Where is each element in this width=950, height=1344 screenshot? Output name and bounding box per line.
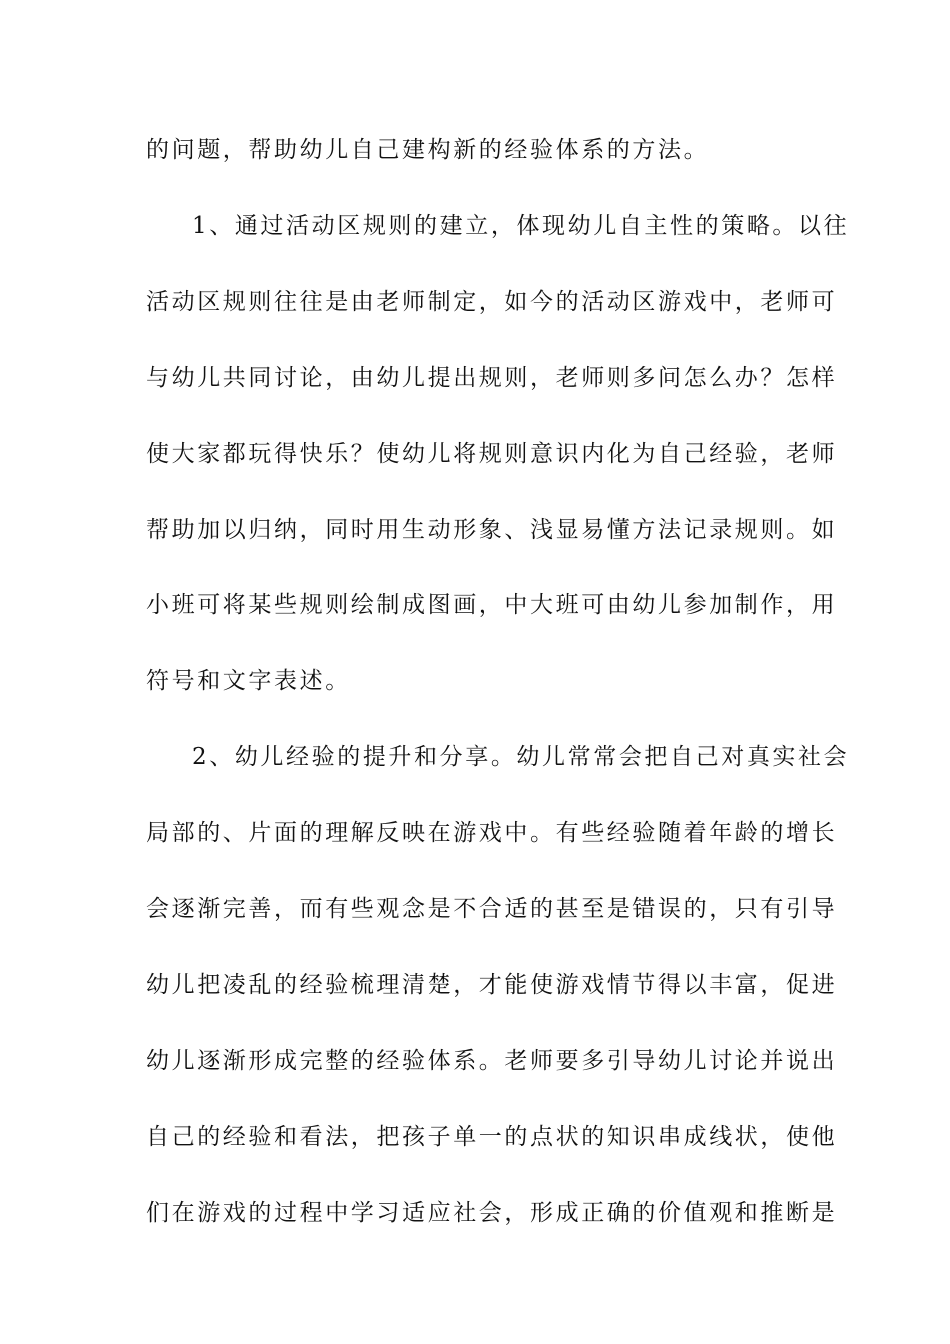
text-line: 幼儿把凌乱的经验梳理清楚，才能使游戏情节得以丰富，促进 (146, 972, 838, 998)
text-line: 2、幼儿经验的提升和分享。幼儿常常会把自己对真实社会 (192, 744, 850, 770)
text-line: 的问题，帮助幼儿自己建构新的经验体系的方法。 (146, 137, 710, 163)
text-line: 自己的经验和看法，把孩子单一的点状的知识串成线状，使他 (146, 1124, 838, 1150)
text-line: 与幼儿共同讨论，由幼儿提出规则，老师则多问怎么办？怎样 (146, 365, 838, 391)
text-line: 小班可将某些规则绘制成图画，中大班可由幼儿参加制作，用 (146, 592, 838, 618)
text-line: 幼儿逐渐形成完整的经验体系。老师要多引导幼儿讨论并说出 (146, 1048, 838, 1074)
text-line: 会逐渐完善，而有些观念是不合适的甚至是错误的，只有引导 (146, 896, 838, 922)
text-line: 活动区规则往往是由老师制定，如今的活动区游戏中，老师可 (146, 289, 838, 315)
text-line: 们在游戏的过程中学习适应社会，形成正确的价值观和推断是 (146, 1200, 838, 1226)
text-line: 帮助加以归纳，同时用生动形象、浅显易懂方法记录规则。如 (146, 517, 838, 543)
text-line: 使大家都玩得快乐？使幼儿将规则意识内化为自己经验，老师 (146, 441, 838, 467)
text-line: 符号和文字表述。 (146, 668, 351, 694)
text-line: 局部的、片面的理解反映在游戏中。有些经验随着年龄的增长 (146, 820, 838, 846)
text-line: 1、通过活动区规则的建立，体现幼儿自主性的策略。以往 (192, 213, 850, 239)
